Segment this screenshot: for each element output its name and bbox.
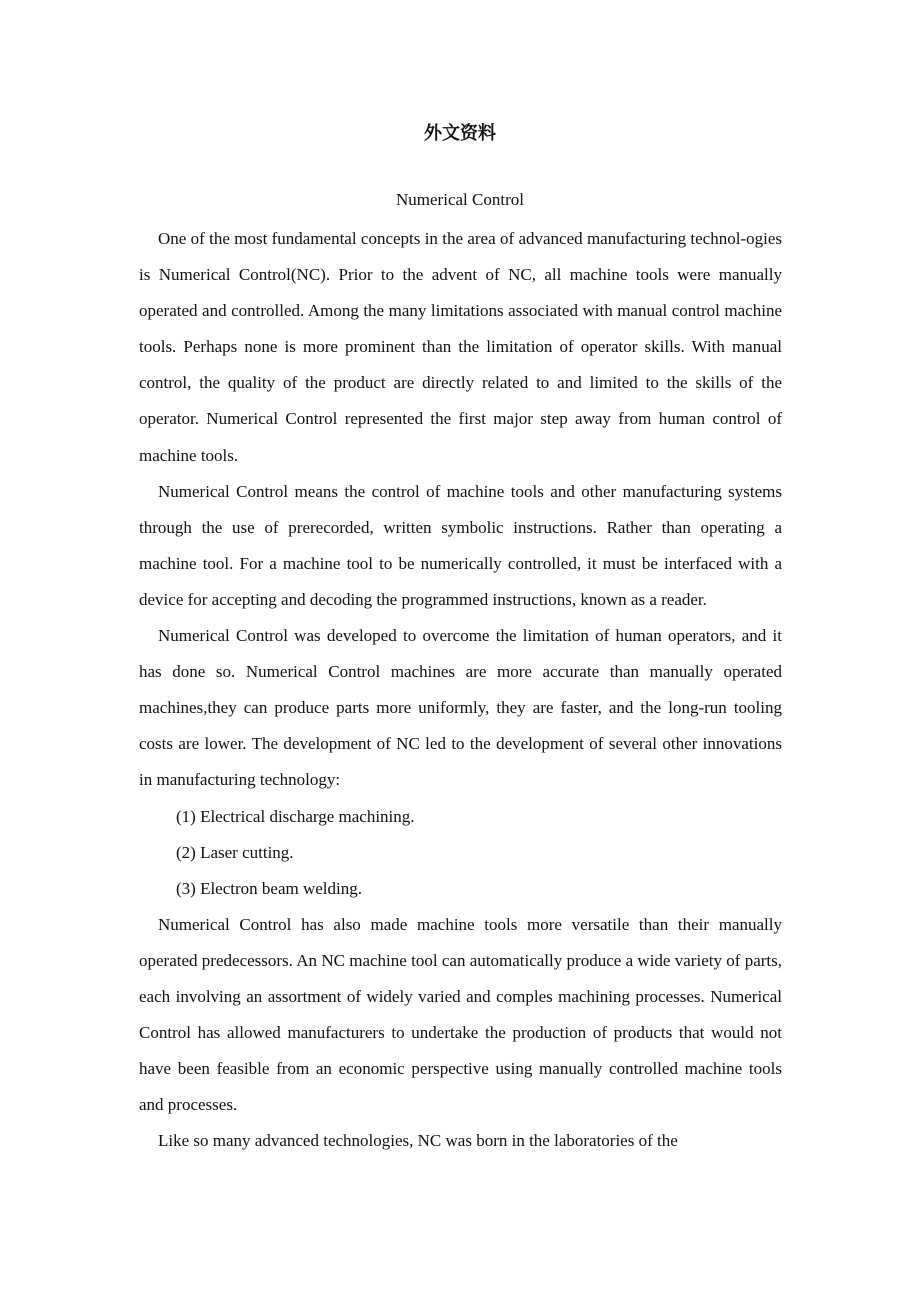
list-item: (2) Laser cutting. (176, 842, 294, 862)
paragraph: Like so many advanced technologies, NC was born in the laboratories of the (158, 1131, 678, 1151)
paragraph: One of the most fundamental concepts in the area of advanced manufacturing technol-ogies is Numerical Control(NC). Prior to the advent of NC, all machine tools were manually operated and controlled. Among the many limitations associated with manual control machine tools. Perhaps none is more prominent than the limitation of operator skills. With manual control, the quality of the product are directly related to and limited to the skills of the operator. Numerical Control represented the first major step away from human control of machine tools. (139, 229, 782, 465)
list-item: (1) Electrical discharge machining. (176, 806, 415, 826)
document-body (139, 221, 782, 1159)
paragraph: Numerical Control has also made machine tools more versatile than their manually operated predecessors. An NC machine tool can automatically produce a wide variety of parts, each involving an assortment of widely varied and comples machining processes. Numerical Control has allowed manufacturers to undertake the production of products that would not have been feasible from an economic perspective using manually controlled machine tools and processes. (139, 914, 782, 1115)
document-title: Numerical Control (396, 190, 524, 209)
page-header: 外文资料 (424, 123, 496, 144)
paragraph: Numerical Control means the control of machine tools and other manufacturing systems through the use of prerecorded, written symbolic instructions. Rather than operating a machine tool. For a machine tool to be numerically controlled, it must be interfaced with a device for accepting and decoding the programmed instructions, known as a reader. (139, 481, 782, 609)
list-item: (3) Electron beam welding. (176, 878, 362, 898)
paragraph: Numerical Control was developed to overcome the limitation of human operators, and it has done so. Numerical Control machines are more accurate than manually operated machines,they can produce parts more uniformly, they are faster, and the long-run tooling costs are lower. The development of NC led to the development of several other innovations in manufacturing technology: (139, 626, 782, 790)
